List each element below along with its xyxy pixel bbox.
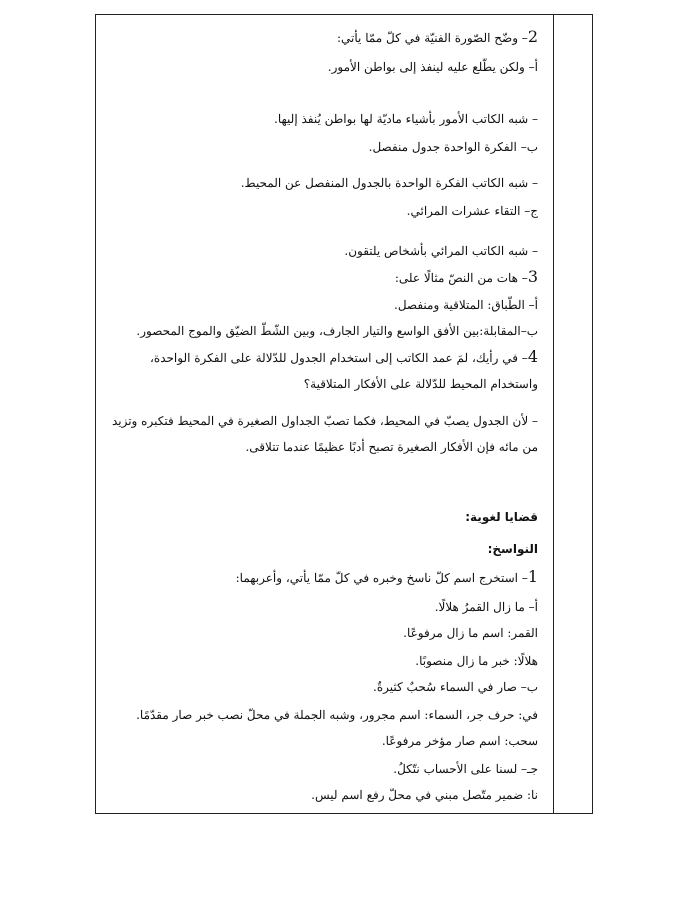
line-text: جـ– لسنا على الأحساب نتّكلُ. [393, 762, 538, 776]
line-text: أ– ولكن يطّلع عليه لينفذ إلى بواطن الأمور. [327, 60, 538, 74]
text-line-q2c-ans [100, 242, 538, 260]
text-line-g1a [100, 598, 538, 616]
line-text: ب– صار في السماء سُحبٌ كثيرةٌ. [373, 680, 538, 694]
text-line-q2c [100, 202, 538, 220]
line-text: نا: ضمير متّصل مبني في محلّ رفع اسم ليس. [311, 788, 538, 802]
question-number: 4 [527, 347, 538, 366]
text-line-q3a [100, 296, 538, 314]
text-line-g1 [100, 568, 538, 587]
text-line-g1c-1 [100, 786, 538, 804]
text-line-q3b [100, 322, 538, 340]
line-text: النواسخ: [487, 542, 538, 556]
line-text: أ– الطّباق: المتلاقية ومنفصل. [394, 298, 538, 312]
line-text: أ– ما زال القمرُ هلالًا. [434, 600, 538, 614]
text-line-g1b [100, 678, 538, 696]
line-text: ج– التقاء عشرات المرائي. [406, 204, 538, 218]
question-number: 1 [527, 567, 538, 586]
line-text: – في رأيك، لمَ عمد الكاتب إلى استخدام الجدول للدّلالة على الفكرة الواحدة، واستخدام المحيط للدّلالة على الأفكار المتلاقية؟ [150, 351, 538, 391]
line-text: – شبه الكاتب المرائي بأشخاص يلتقون. [344, 244, 538, 258]
line-text: – هات من النصّ مثالًا على: [394, 271, 528, 285]
text-line-q2a [100, 58, 538, 76]
text-line-heading-lang [100, 508, 538, 526]
text-line-q2a-ans [100, 110, 538, 128]
document-content [100, 14, 550, 814]
line-text: القمر: اسم ما زال مرفوعًا. [403, 626, 538, 640]
line-text: في: حرف جر، السماء: اسم مجرور، وشبه الجملة في محلّ نصب خبر صار مقدّمًا. [136, 708, 538, 722]
line-text: – لأن الجدول يصبّ في المحيط، فكما تصبّ الجداول الصغيرة في المحيط فتكبره وتزيد من مائه فإن الأفكار الصغيرة تصبح أدبًا عظيمًا عندما تتلاقى. [111, 414, 538, 454]
line-text: سحب: اسم صار مؤخر مرفوعًا. [381, 734, 538, 748]
text-line-g1b-1 [100, 706, 538, 724]
line-text: – شبه الكاتب الفكرة الواحدة بالجدول المنفصل عن المحيط. [240, 176, 538, 190]
text-line-g1a-1 [100, 624, 538, 642]
line-text: ب–المقابلة:بين الأفق الواسع والتيار الجارف، وبين الشّطّ الضيّق والموج المحصور. [136, 324, 538, 338]
line-text: هلالًا: خبر ما زال منصوبًا. [415, 654, 538, 668]
question-number: 3 [527, 267, 538, 286]
text-line-q2 [100, 28, 538, 47]
column-divider [553, 14, 554, 814]
text-line-g1a-2 [100, 652, 538, 670]
text-line-q3 [100, 268, 538, 287]
text-line-q2b-ans [100, 174, 538, 192]
text-line-q4 [100, 344, 538, 397]
line-text: – وضّح الصّورة الفنيّة في كلّ ممّا يأتي: [337, 31, 528, 45]
text-line-heading-nawasikh [100, 540, 538, 558]
line-text: – شبه الكاتب الأمور بأشياء ماديّة لها بواطن يُنفذ إليها. [274, 112, 538, 126]
line-text: ب– الفكرة الواحدة جدول منفصل. [368, 140, 538, 154]
text-line-q2b [100, 138, 538, 156]
question-number: 2 [527, 27, 538, 46]
text-line-q4-ans [100, 408, 538, 460]
text-line-g1c [100, 760, 538, 778]
text-line-g1b-2 [100, 732, 538, 750]
line-text: – استخرج اسم كلّ ناسخ وخبره في كلّ ممّا يأتي، وأعربهما: [235, 571, 528, 585]
line-text: قضايا لغوية: [465, 510, 538, 524]
